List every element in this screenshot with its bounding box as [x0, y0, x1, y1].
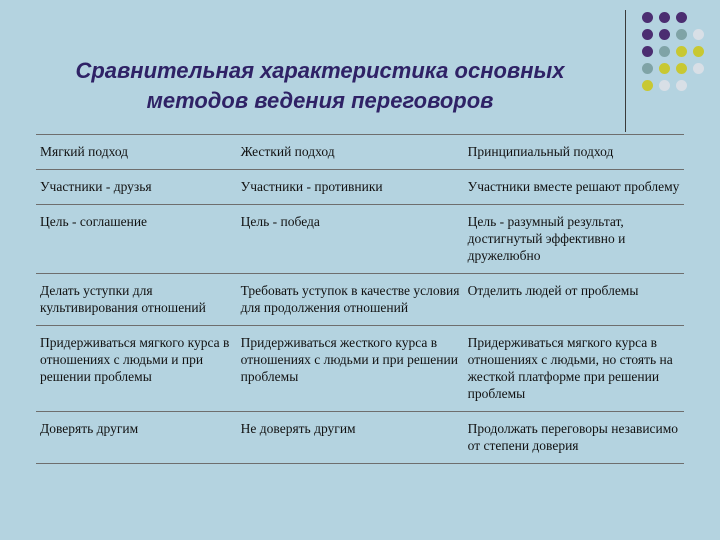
decorative-dot — [659, 80, 670, 91]
decorative-dot — [676, 29, 687, 40]
decorative-dot — [642, 80, 653, 91]
table-cell: Не доверять другим — [237, 412, 464, 464]
decorative-dot — [693, 46, 704, 57]
table-cell: Участники вместе решают проблему — [464, 170, 684, 205]
decorative-dot — [693, 63, 704, 74]
table-row — [36, 274, 684, 326]
decorative-dot — [659, 29, 670, 40]
table-row — [36, 170, 684, 205]
table-cell: Участники - друзья — [36, 170, 237, 205]
decorative-dot — [676, 63, 687, 74]
table-cell: Доверять другим — [36, 412, 237, 464]
comparison-table — [36, 134, 684, 464]
decorative-dot — [642, 12, 653, 23]
table-cell: Мягкий подход — [36, 135, 237, 170]
decorative-dot — [659, 12, 670, 23]
decorative-dot-grid — [640, 10, 720, 120]
decorative-dot — [676, 80, 687, 91]
table-cell: Цель - соглашение — [36, 205, 237, 274]
table-cell: Придерживаться жесткого курса в отношениях с людьми и при решении проблемы — [237, 326, 464, 412]
table-row — [36, 135, 684, 170]
table-cell: Жесткий подход — [237, 135, 464, 170]
decorative-dot — [642, 29, 653, 40]
decorative-dot — [659, 46, 670, 57]
table-cell: Придерживаться мягкого курса в отношениях с людьми, но стоять на жесткой платформе при решении проблемы — [464, 326, 684, 412]
slide-title: Сравнительная характеристика основных методов ведения переговоров — [75, 58, 565, 113]
table-cell: Придерживаться мягкого курса в отношениях с людьми и при решении проблемы — [36, 326, 237, 412]
decorative-dot — [676, 12, 687, 23]
vertical-divider — [625, 10, 626, 132]
table-cell: Цель - победа — [237, 205, 464, 274]
decorative-dot — [659, 63, 670, 74]
decorative-dot — [693, 29, 704, 40]
table-row — [36, 412, 684, 464]
table-cell: Участники - противники — [237, 170, 464, 205]
decorative-dot — [642, 46, 653, 57]
table-cell: Принципиальный подход — [464, 135, 684, 170]
table-row — [36, 326, 684, 412]
table-cell: Отделить людей от проблемы — [464, 274, 684, 326]
table-row — [36, 205, 684, 274]
table-cell: Делать уступки для культивирования отношений — [36, 274, 237, 326]
decorative-dot — [642, 63, 653, 74]
table-cell: Продолжать переговоры независимо от степени доверия — [464, 412, 684, 464]
decorative-dot — [676, 46, 687, 57]
table-cell: Цель - разумный результат, достигнутый эффективно и дружелюбно — [464, 205, 684, 274]
table-cell: Требовать уступок в качестве условия для продолжения отношений — [237, 274, 464, 326]
